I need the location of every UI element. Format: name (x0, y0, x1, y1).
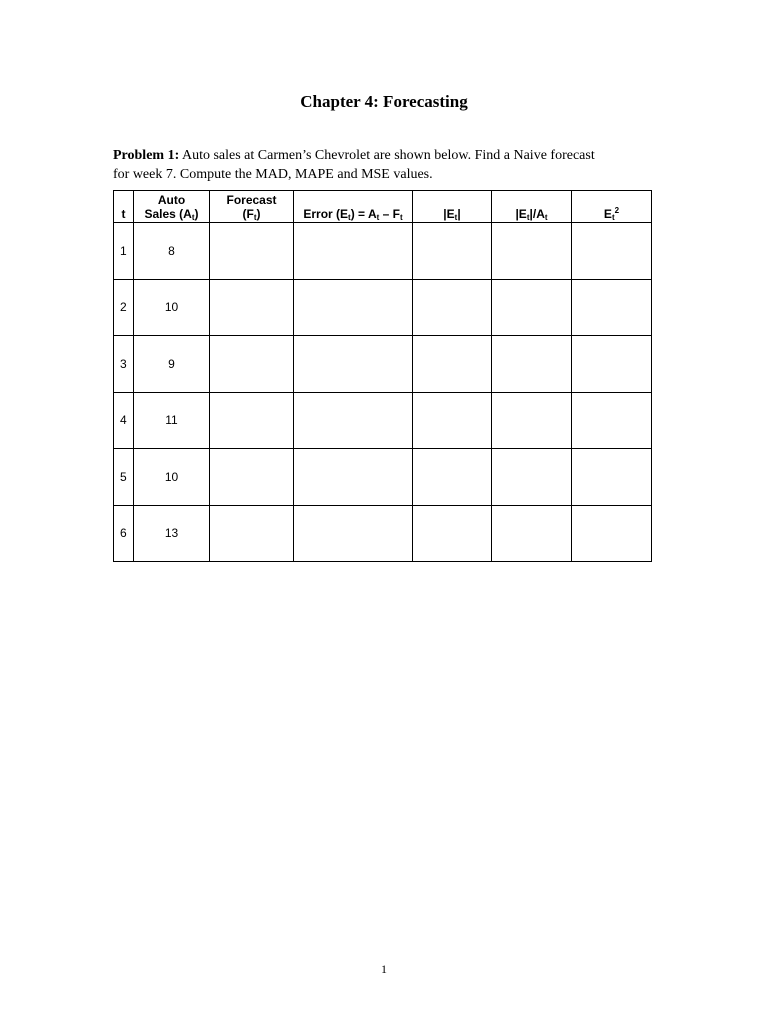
problem-label: Problem 1: (113, 148, 180, 163)
table-row (114, 449, 652, 506)
problem-text-line1: Auto sales at Carmen’s Chevrolet are shown below. Find a Naive forecast (179, 148, 595, 163)
header-squared-error: $E_t^2$ (572, 191, 652, 223)
cell-error (294, 223, 413, 280)
cell-abs-error-ratio (492, 223, 572, 280)
cell-abs-error (413, 336, 492, 393)
table-row (114, 336, 652, 393)
cell-abs-error (413, 449, 492, 506)
cell-t: 2 (114, 279, 134, 336)
cell-sales: 10 (134, 279, 210, 336)
cell-squared-error (572, 449, 652, 506)
forecast-table (113, 190, 652, 562)
header-error: Error $(E_t) = A_t - F_t$ (294, 191, 413, 223)
cell-forecast (210, 505, 294, 562)
cell-squared-error (572, 336, 652, 393)
table-row (114, 505, 652, 562)
cell-t: 6 (114, 505, 134, 562)
cell-sales: 9 (134, 336, 210, 393)
cell-forecast (210, 449, 294, 506)
cell-error (294, 279, 413, 336)
cell-abs-error-ratio (492, 449, 572, 506)
table-row (114, 223, 652, 280)
cell-abs-error (413, 223, 492, 280)
cell-squared-error (572, 279, 652, 336)
header-abs-error-ratio: $|E_t|/A_t$ (492, 191, 572, 223)
cell-abs-error (413, 279, 492, 336)
cell-abs-error (413, 505, 492, 562)
cell-t: 4 (114, 392, 134, 449)
cell-forecast (210, 392, 294, 449)
cell-error (294, 336, 413, 393)
cell-abs-error (413, 392, 492, 449)
cell-abs-error-ratio (492, 279, 572, 336)
problem-statement (113, 146, 653, 184)
cell-squared-error (572, 392, 652, 449)
cell-forecast (210, 223, 294, 280)
cell-error (294, 392, 413, 449)
cell-error (294, 505, 413, 562)
cell-forecast (210, 279, 294, 336)
header-abs-error: $|E_t|$ (413, 191, 492, 223)
page-title: Chapter 4: Forecasting (300, 92, 468, 111)
cell-squared-error (572, 505, 652, 562)
problem-text-line2: for week 7. Compute the MAD, MAPE and MSE values. (113, 167, 433, 182)
cell-squared-error (572, 223, 652, 280)
cell-error (294, 449, 413, 506)
cell-abs-error-ratio (492, 505, 572, 562)
cell-sales: 11 (134, 392, 210, 449)
cell-sales: 8 (134, 223, 210, 280)
cell-forecast (210, 336, 294, 393)
table-row (114, 279, 652, 336)
cell-t: 3 (114, 336, 134, 393)
header-forecast: Forecast $(F_t)$ (210, 191, 294, 223)
cell-t: 5 (114, 449, 134, 506)
cell-t: 1 (114, 223, 134, 280)
cell-sales: 10 (134, 449, 210, 506)
cell-abs-error-ratio (492, 392, 572, 449)
header-t: t (114, 191, 134, 223)
cell-sales: 13 (134, 505, 210, 562)
table-header-row (114, 191, 652, 223)
page-number: 1 (381, 962, 387, 976)
header-auto-sales: Auto Sales $(A_t)$ (134, 191, 210, 223)
table-row (114, 392, 652, 449)
cell-abs-error-ratio (492, 336, 572, 393)
